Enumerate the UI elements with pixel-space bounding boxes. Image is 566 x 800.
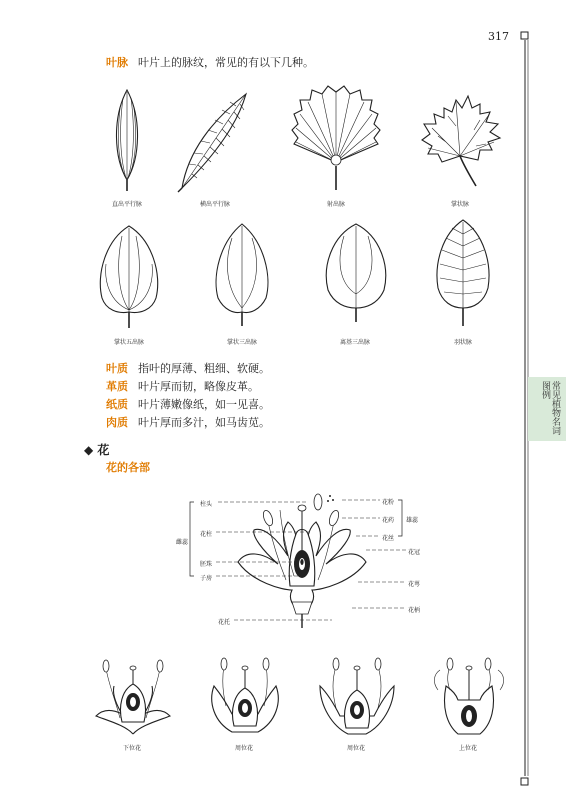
- caption-palmate-three: 掌状三出脉: [226, 339, 257, 346]
- flower-parts-subheading: 花的各部: [106, 461, 150, 474]
- leaf-parallel-straight: [112, 88, 142, 192]
- label-corolla: 花冠: [408, 549, 421, 556]
- label-calyx: 花萼: [408, 581, 421, 588]
- caption-hypogynous: 下位花: [122, 745, 141, 752]
- venation-intro: [106, 56, 314, 70]
- texture-desc-1: 指叶的厚薄、粗细、软硬。: [138, 362, 270, 375]
- texture-term-3: 纸质: [106, 398, 128, 411]
- label-pistil: 雌蕊: [176, 539, 189, 546]
- flower-heading: [84, 441, 109, 458]
- flower-hypogynous: [92, 656, 174, 738]
- texture-desc-4: 叶片厚而多汁，如马齿苋。: [138, 416, 270, 429]
- label-ovule: 胚珠: [200, 561, 213, 568]
- caption-palmate: 掌状脉: [450, 201, 469, 208]
- leaf-radiate: [290, 86, 382, 192]
- texture-term-2: 革质: [106, 380, 128, 393]
- leaf-suprabasal-three: [322, 222, 390, 322]
- label-anther: 花药: [382, 517, 395, 524]
- caption-perigynous-1: 周位花: [234, 745, 253, 752]
- label-ovary: 子房: [200, 575, 213, 582]
- page-number: 317: [488, 30, 509, 43]
- caption-perigynous-2: 周位花: [346, 745, 365, 752]
- flower-epigynous: [428, 656, 510, 738]
- flower-perigynous-2: [316, 656, 398, 738]
- texture-line-4: [106, 416, 270, 430]
- diamond-bullet-icon: ◆: [84, 443, 94, 457]
- texture-line-2: [106, 380, 259, 394]
- venation-term: 叶脉: [106, 56, 128, 69]
- label-stigma: 柱头: [200, 501, 213, 508]
- flower-heading-text: 花: [97, 443, 110, 457]
- caption-epigynous: 上位花: [458, 745, 477, 752]
- label-receptacle: 花托: [218, 619, 231, 626]
- caption-straight-parallel: 直出平行脉: [111, 201, 142, 208]
- texture-line-3: [106, 398, 270, 412]
- label-stamen: 雄蕊: [406, 517, 419, 524]
- side-tab: [528, 377, 566, 441]
- caption-suprabasal-three: 离基三出脉: [339, 339, 370, 346]
- label-pedicel: 花柄: [408, 607, 421, 614]
- leaf-palmate-five: [96, 224, 162, 328]
- flower-perigynous-1: [204, 656, 286, 738]
- leaf-palmate-three: [210, 222, 274, 326]
- texture-line-1: [106, 362, 270, 376]
- label-pollen: 花粉: [382, 499, 395, 506]
- texture-desc-3: 叶片薄嫩像纸，如一见喜。: [138, 398, 270, 411]
- caption-lateral-parallel: 横出平行脉: [199, 201, 230, 208]
- leaf-pinnate: [432, 218, 494, 326]
- label-filament: 花丝: [382, 535, 395, 542]
- caption-radiate: 射出脉: [326, 201, 345, 208]
- label-style: 花柱: [200, 531, 213, 538]
- texture-term-1: 叶质: [106, 362, 128, 375]
- leaf-parallel-lateral: [178, 92, 250, 192]
- texture-term-4: 肉质: [106, 416, 128, 429]
- texture-desc-2: 叶片厚而韧，略像皮革。: [138, 380, 259, 393]
- caption-pinnate: 羽状脉: [453, 339, 472, 346]
- leaf-palmate: [420, 86, 502, 190]
- caption-palmate-five: 掌状五出脉: [113, 339, 144, 346]
- side-tab-label: 常见植物名词图例: [540, 381, 560, 435]
- venation-desc: 叶片上的脉纹，常见的有以下几种。: [138, 56, 314, 69]
